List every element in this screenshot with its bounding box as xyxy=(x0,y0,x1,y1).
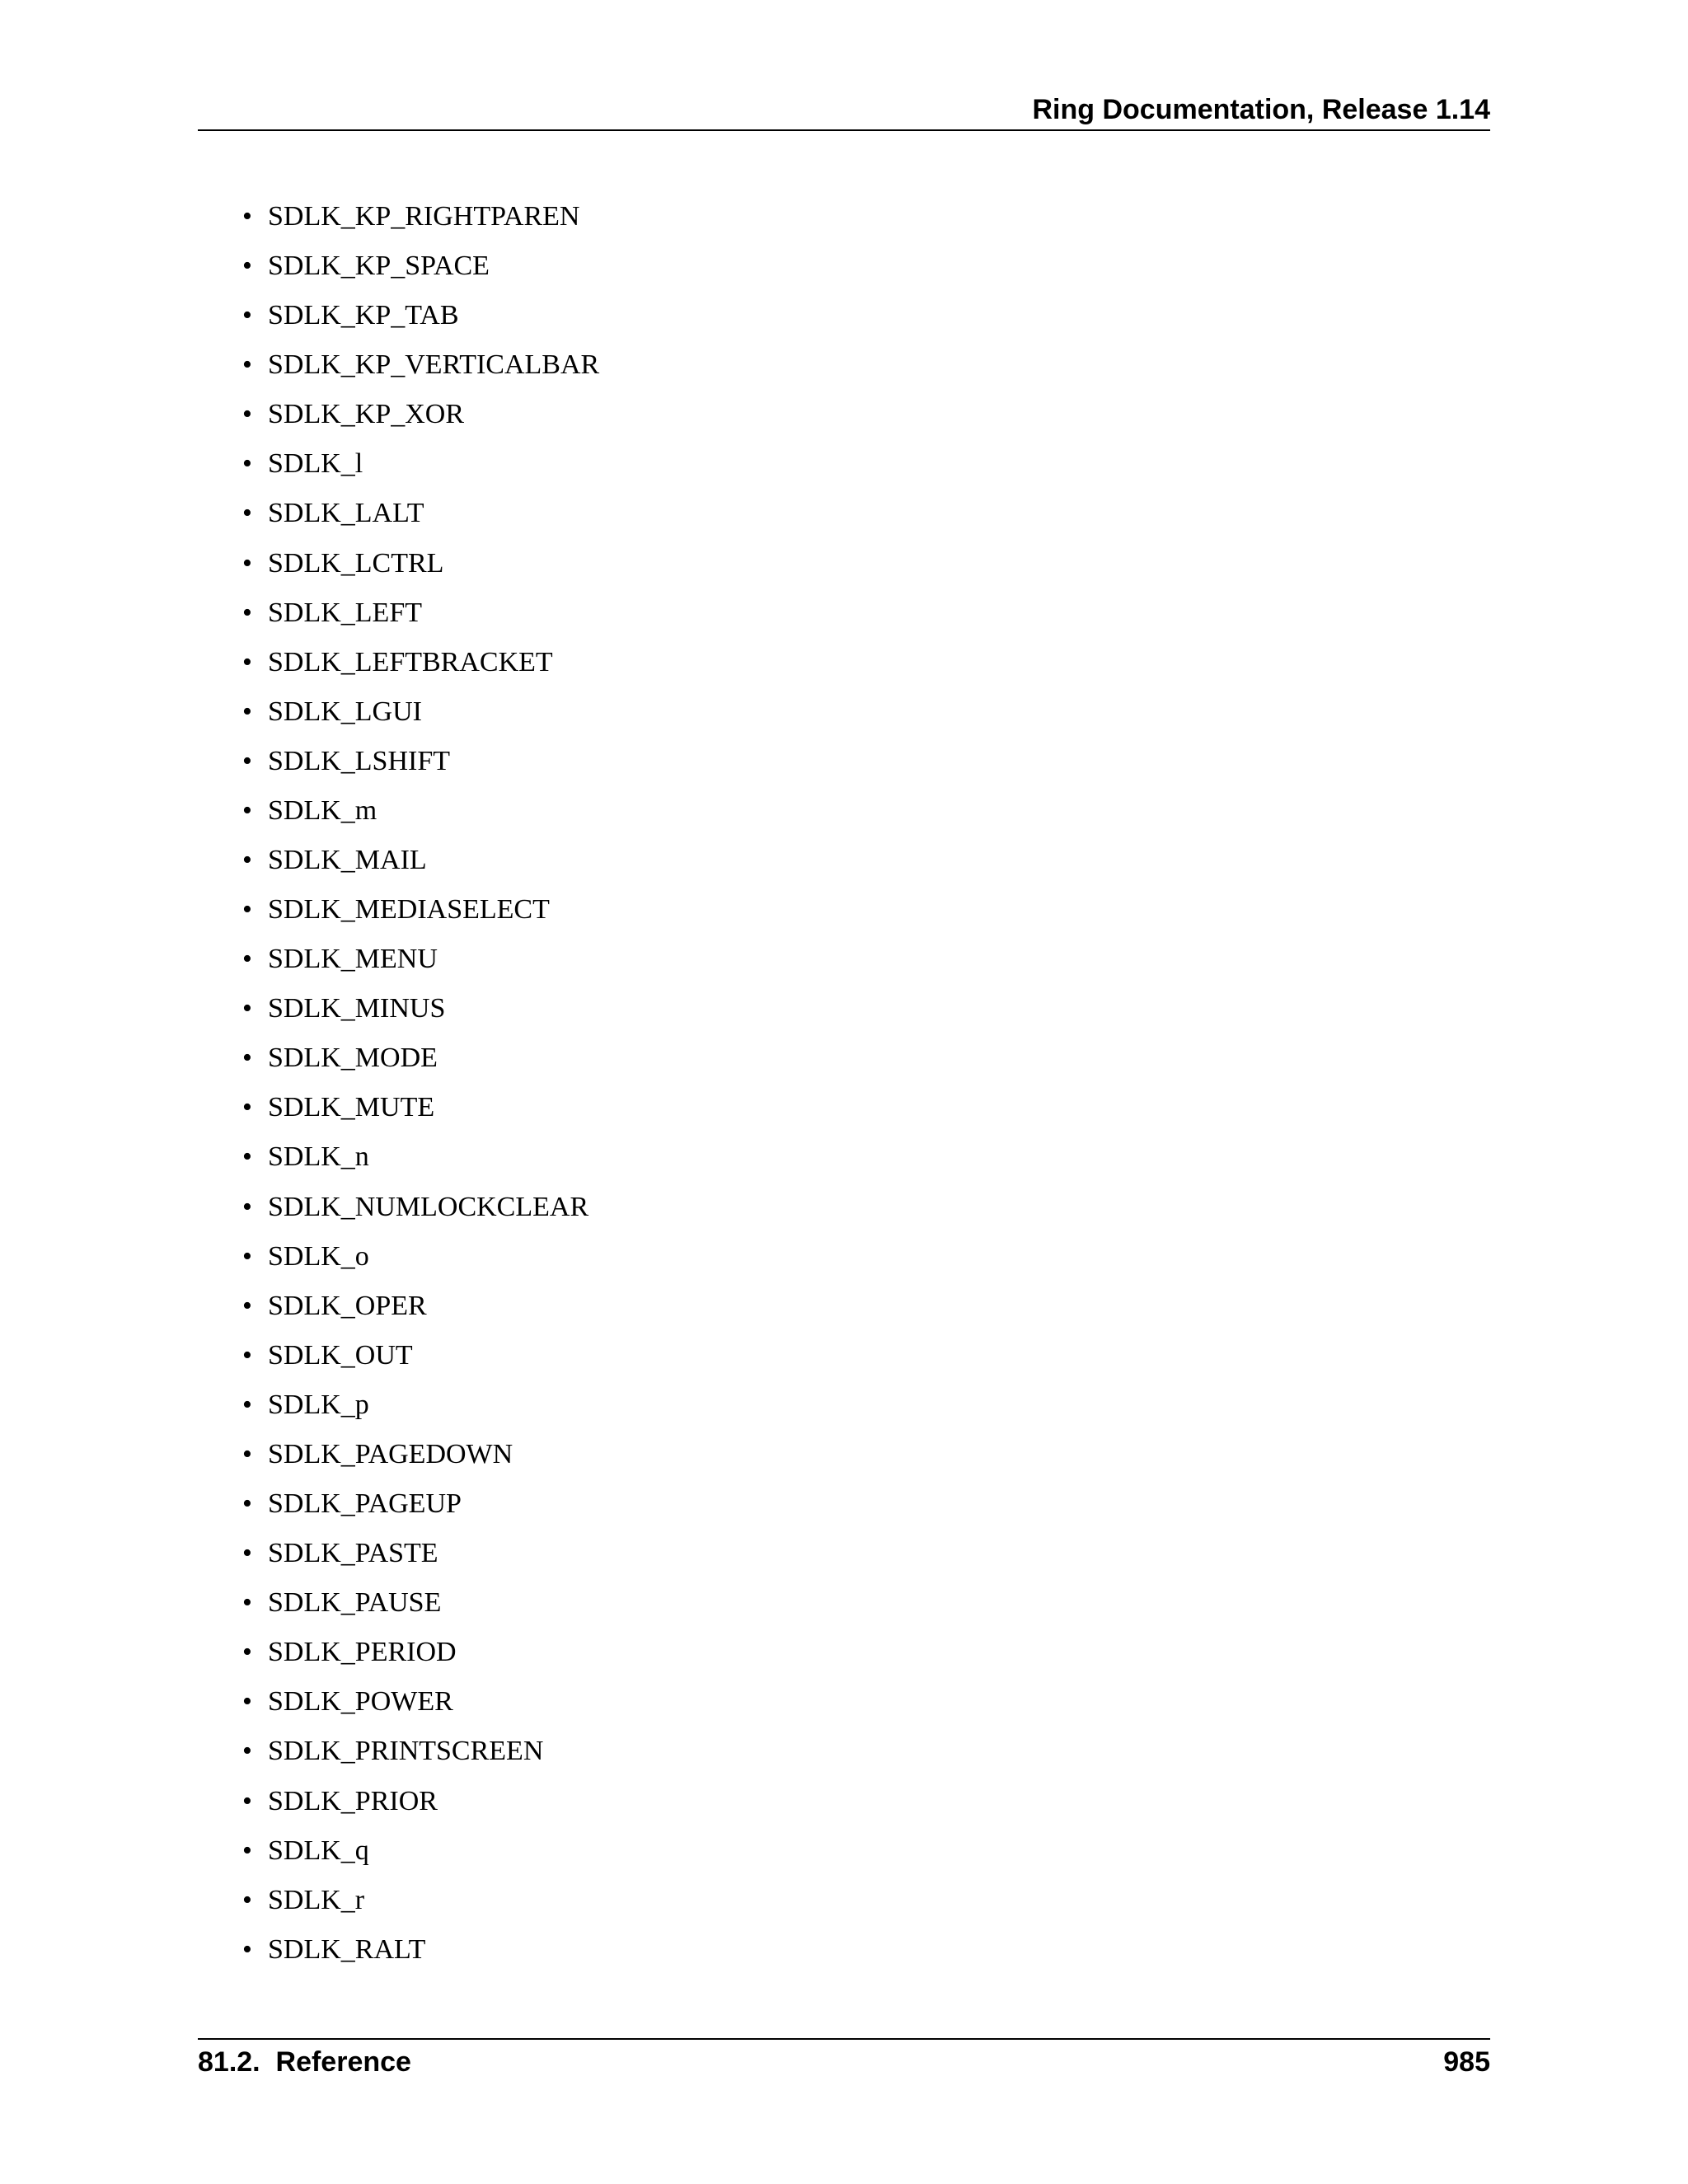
list-item xyxy=(0,1282,1688,1331)
bullet-icon: • xyxy=(242,1339,252,1371)
key-constant-name: SDLK_m xyxy=(268,794,377,826)
page-header-title: Ring Documentation, Release 1.14 xyxy=(1032,94,1490,125)
bullet-icon: • xyxy=(242,1290,252,1321)
list-item xyxy=(0,1479,1688,1529)
bullet-icon: • xyxy=(242,944,252,975)
key-constant-name: SDLK_PASTE xyxy=(268,1538,438,1569)
key-constant-name: SDLK_MENU xyxy=(268,944,438,975)
bullet-icon: • xyxy=(242,1933,252,1965)
bullet-icon: • xyxy=(242,399,252,430)
key-constant-name: SDLK_LEFTBRACKET xyxy=(268,646,553,677)
key-constant-name: SDLK_PAGEDOWN xyxy=(268,1438,513,1469)
bullet-icon: • xyxy=(242,646,252,677)
key-constant-name: SDLK_l xyxy=(268,448,363,480)
bullet-icon: • xyxy=(242,448,252,480)
key-constant-name: SDLK_PRINTSCREEN xyxy=(268,1736,544,1767)
list-item xyxy=(0,786,1688,836)
bullet-icon: • xyxy=(242,1488,252,1520)
bullet-icon: • xyxy=(242,1092,252,1123)
key-constant-name: SDLK_o xyxy=(268,1240,369,1272)
list-item xyxy=(0,737,1688,786)
list-item xyxy=(0,836,1688,885)
list-item xyxy=(0,1331,1688,1380)
key-constant-name: SDLK_MINUS xyxy=(268,993,446,1024)
bullet-icon: • xyxy=(242,794,252,826)
list-item xyxy=(0,192,1688,241)
key-constant-name: SDLK_r xyxy=(268,1884,365,1915)
key-constant-name: SDLK_RALT xyxy=(268,1933,426,1965)
footer-section-title: 81.2. Reference xyxy=(198,2046,411,2078)
list-item xyxy=(0,885,1688,935)
key-constant-name: SDLK_KP_SPACE xyxy=(268,251,490,282)
key-constant-name: SDLK_MEDIASELECT xyxy=(268,894,550,926)
key-constant-name: SDLK_NUMLOCKCLEAR xyxy=(268,1191,589,1222)
key-constant-name: SDLK_KP_TAB xyxy=(268,300,459,331)
list-item xyxy=(0,1033,1688,1083)
key-constant-name: SDLK_PERIOD xyxy=(268,1637,457,1668)
bullet-icon: • xyxy=(242,201,252,232)
list-item xyxy=(0,935,1688,984)
key-constant-name: SDLK_OPER xyxy=(268,1290,427,1321)
list-item xyxy=(0,1876,1688,1925)
bullet-icon: • xyxy=(242,845,252,876)
key-constant-name: SDLK_PAGEUP xyxy=(268,1488,462,1520)
list-item xyxy=(0,1529,1688,1578)
list-item xyxy=(0,291,1688,340)
sdl-key-list xyxy=(0,192,1688,1975)
list-item xyxy=(0,687,1688,737)
list-item xyxy=(0,1232,1688,1282)
key-constant-name: SDLK_n xyxy=(268,1141,369,1173)
list-item xyxy=(0,241,1688,291)
bullet-icon: • xyxy=(242,547,252,579)
list-item xyxy=(0,539,1688,588)
list-item xyxy=(0,1083,1688,1132)
bullet-icon: • xyxy=(242,1785,252,1816)
bullet-icon: • xyxy=(242,1538,252,1569)
bullet-icon: • xyxy=(242,1240,252,1272)
key-constant-name: SDLK_LALT xyxy=(268,498,424,529)
key-constant-name: SDLK_OUT xyxy=(268,1339,413,1371)
list-item xyxy=(0,439,1688,489)
key-constant-name: SDLK_p xyxy=(268,1389,369,1420)
bullet-icon: • xyxy=(242,349,252,381)
bullet-icon: • xyxy=(242,1835,252,1866)
list-item xyxy=(0,489,1688,538)
key-constant-name: SDLK_MODE xyxy=(268,1043,438,1074)
list-item xyxy=(0,340,1688,390)
key-constant-name: SDLK_PAUSE xyxy=(268,1587,442,1619)
list-item xyxy=(0,1628,1688,1677)
bullet-icon: • xyxy=(242,1637,252,1668)
bullet-icon: • xyxy=(242,597,252,628)
list-item xyxy=(0,1677,1688,1727)
key-constant-name: SDLK_KP_XOR xyxy=(268,399,465,430)
key-constant-name: SDLK_LGUI xyxy=(268,696,422,727)
bullet-icon: • xyxy=(242,1884,252,1915)
key-constant-name: SDLK_POWER xyxy=(268,1686,453,1718)
list-item xyxy=(0,984,1688,1033)
list-item xyxy=(0,1132,1688,1182)
key-constant-name: SDLK_MAIL xyxy=(268,845,427,876)
list-item xyxy=(0,1826,1688,1876)
list-item xyxy=(0,638,1688,687)
bullet-icon: • xyxy=(242,1191,252,1222)
bullet-icon: • xyxy=(242,1686,252,1718)
bullet-icon: • xyxy=(242,251,252,282)
key-constant-name: SDLK_PRIOR xyxy=(268,1785,438,1816)
bullet-icon: • xyxy=(242,696,252,727)
key-constant-name: SDLK_MUTE xyxy=(268,1092,435,1123)
list-item xyxy=(0,390,1688,439)
list-item xyxy=(0,1925,1688,1975)
bullet-icon: • xyxy=(242,498,252,529)
footer-rule xyxy=(198,2038,1490,2040)
header-rule xyxy=(198,129,1490,131)
bullet-icon: • xyxy=(242,1736,252,1767)
list-item xyxy=(0,1183,1688,1232)
bullet-icon: • xyxy=(242,1389,252,1420)
list-item xyxy=(0,588,1688,638)
key-constant-name: SDLK_q xyxy=(268,1835,369,1866)
key-constant-name: SDLK_KP_RIGHTPAREN xyxy=(268,201,580,232)
key-constant-name: SDLK_LCTRL xyxy=(268,547,444,579)
bullet-icon: • xyxy=(242,1043,252,1074)
bullet-icon: • xyxy=(242,300,252,331)
key-constant-name: SDLK_LEFT xyxy=(268,597,422,628)
key-constant-name: SDLK_KP_VERTICALBAR xyxy=(268,349,600,381)
bullet-icon: • xyxy=(242,1587,252,1619)
bullet-icon: • xyxy=(242,1141,252,1173)
key-constant-name: SDLK_LSHIFT xyxy=(268,745,451,776)
bullet-icon: • xyxy=(242,894,252,926)
list-item xyxy=(0,1430,1688,1479)
list-item xyxy=(0,1578,1688,1628)
bullet-icon: • xyxy=(242,745,252,776)
bullet-icon: • xyxy=(242,993,252,1024)
bullet-icon: • xyxy=(242,1438,252,1469)
list-item xyxy=(0,1777,1688,1826)
list-item xyxy=(0,1727,1688,1776)
footer-page-number: 985 xyxy=(1443,2046,1490,2078)
list-item xyxy=(0,1380,1688,1430)
